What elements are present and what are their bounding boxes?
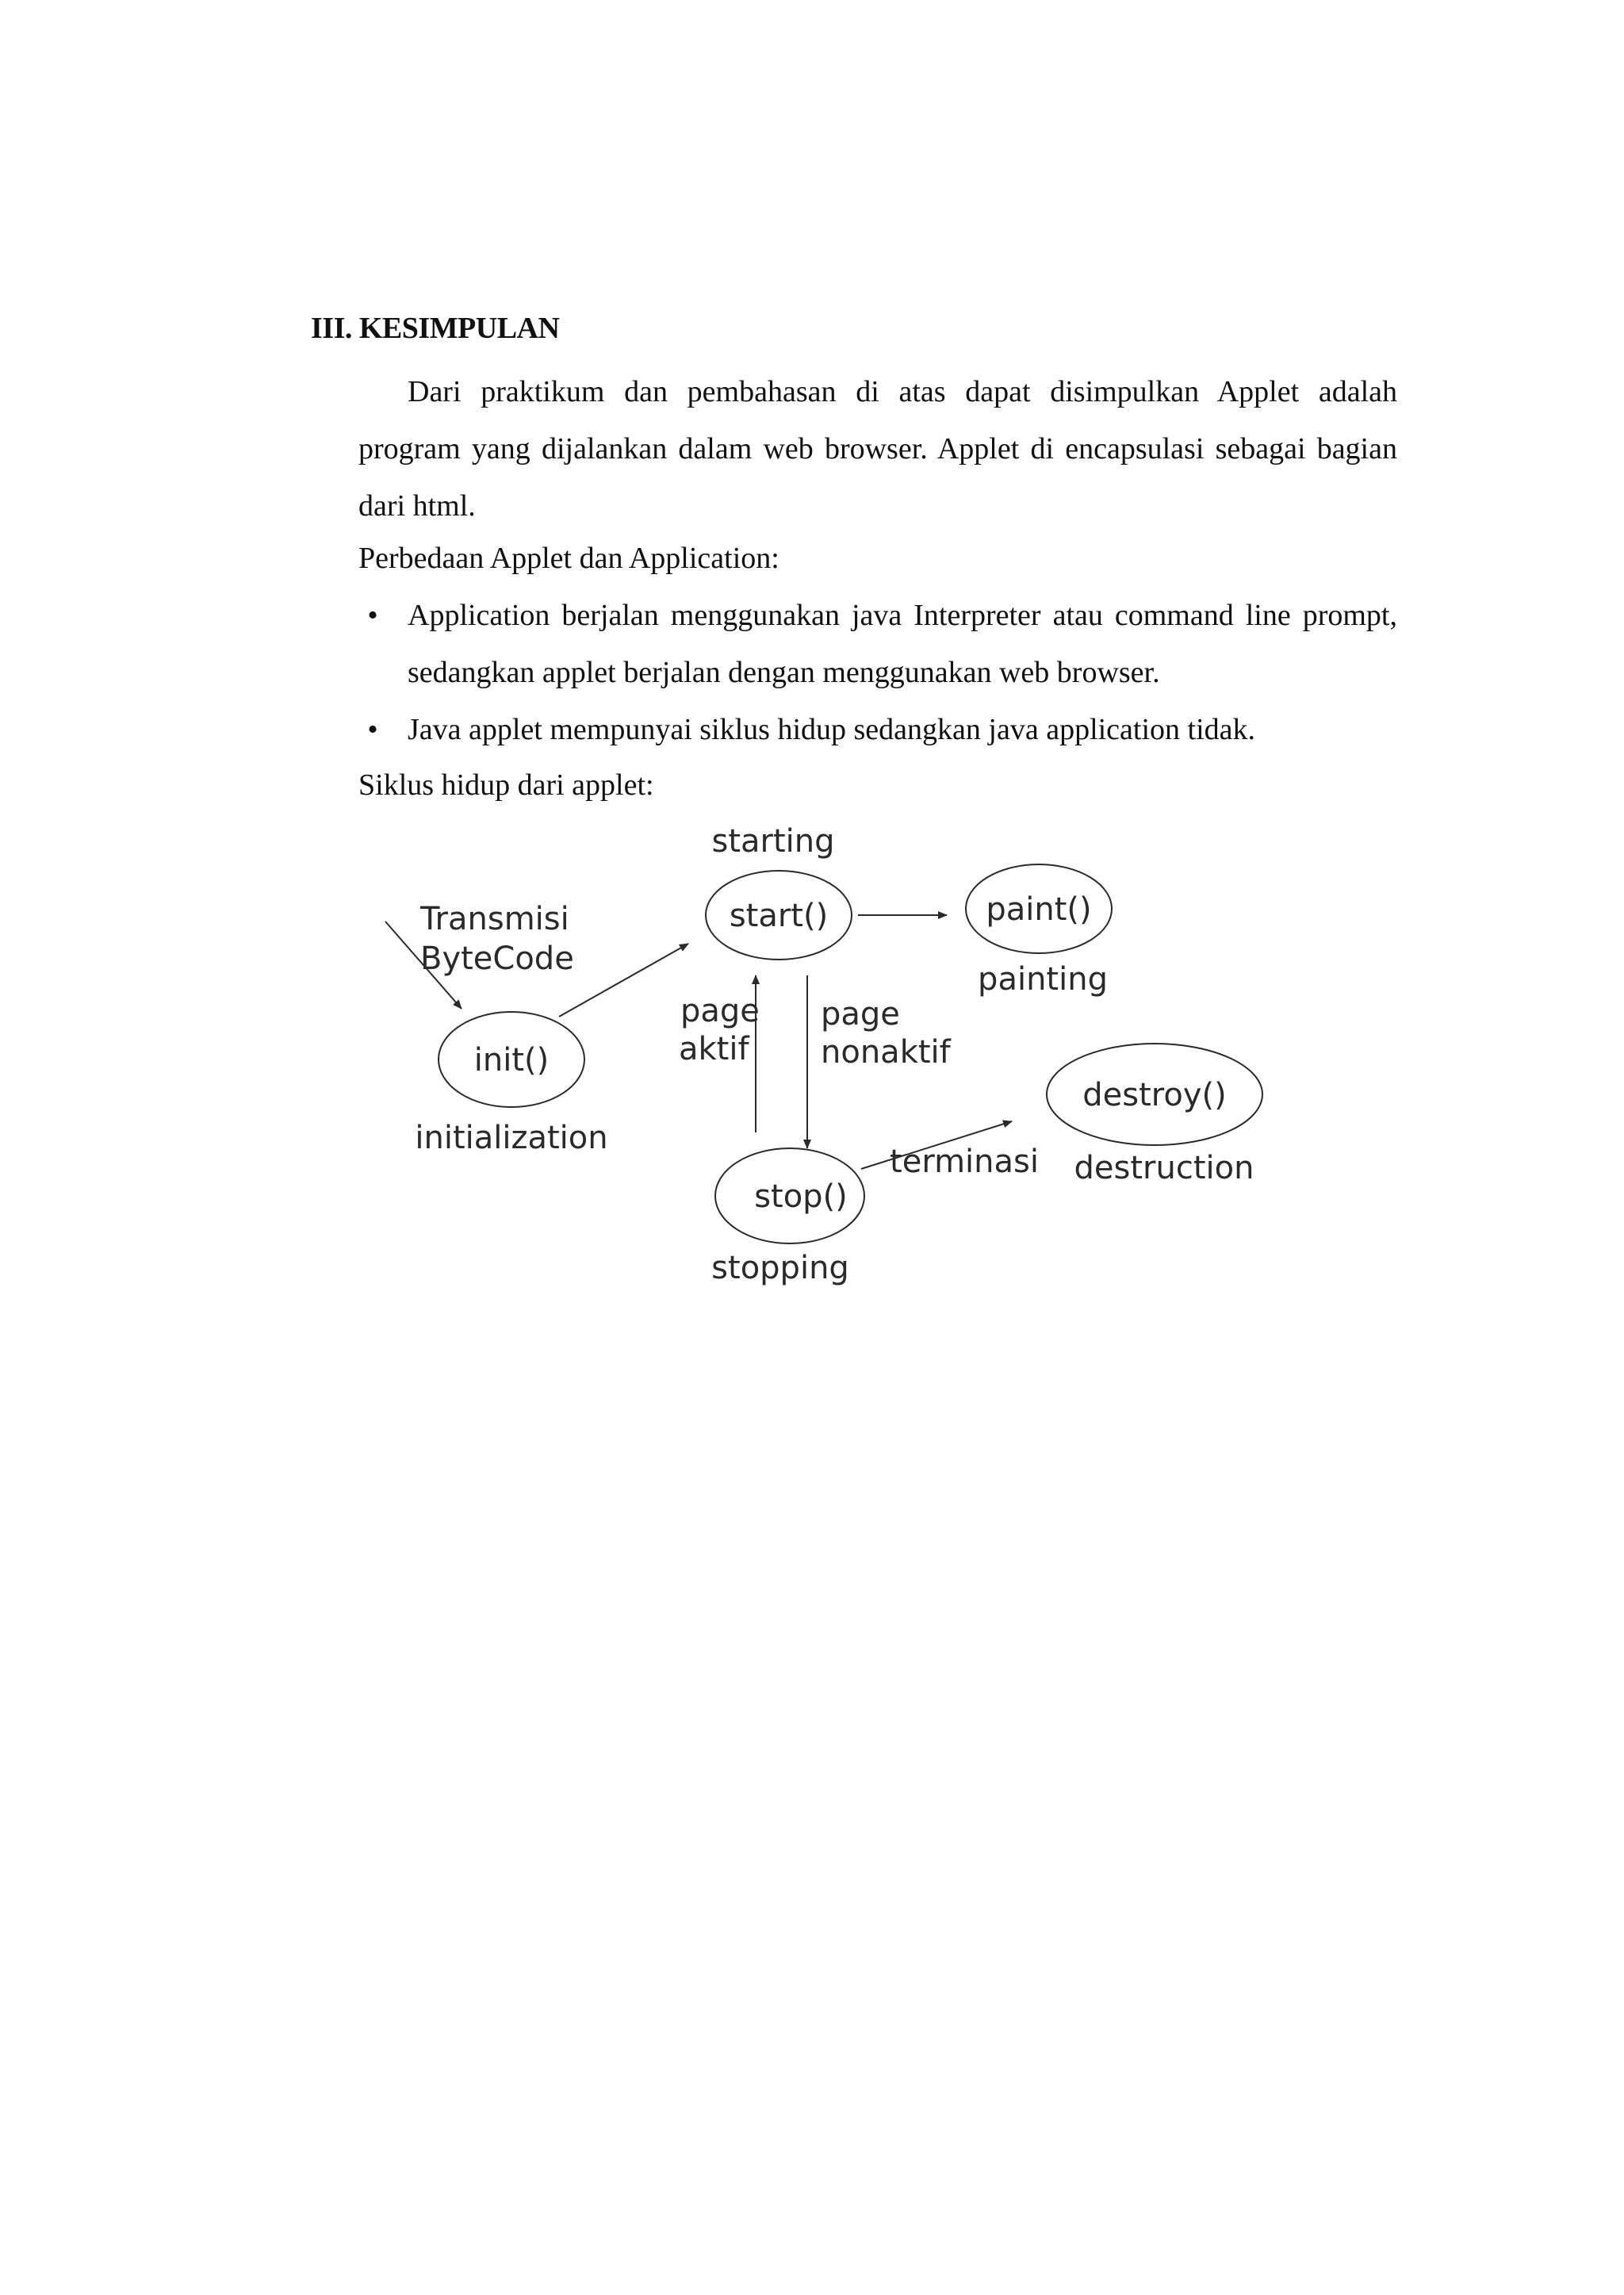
list-item-text: Application berjalan menggunakan java Interpreter atau command line prompt, sedangkan applet berjalan dengan menggunakan web browser. <box>408 599 1397 689</box>
paint-label: painting <box>978 961 1108 998</box>
transmisi-label-line1: Transmisi <box>420 901 569 937</box>
start-method: start() <box>729 898 829 934</box>
list-item <box>358 587 1397 701</box>
stop-label: stopping <box>711 1250 849 1286</box>
page-nonaktif-label-line2: nonaktif <box>821 1034 951 1071</box>
bullet-icon: • <box>367 599 378 632</box>
comparison-list <box>358 587 1397 758</box>
bullet-icon: • <box>367 713 378 746</box>
section-heading: III. KESIMPULAN <box>311 312 560 345</box>
page-aktif-label-line2: aktif <box>679 1031 749 1067</box>
init-to-start-arrow <box>559 944 688 1017</box>
init-method: init() <box>473 1042 550 1079</box>
lifecycle-intro: Siklus hidup dari applet: <box>358 768 654 802</box>
destroy-label: destruction <box>1074 1150 1254 1186</box>
transmisi-label-line2: ByteCode <box>420 941 574 977</box>
applet-lifecycle-diagram <box>373 817 1269 1308</box>
page-nonaktif-label-line1: page <box>821 996 900 1033</box>
conclusion-paragraph: Dari praktikum dan pembahasan di atas dapat disimpulkan Applet adalah program yang dijalankan dalam web browser. Applet di encapsulasi sebagai bagian dari html. <box>358 375 1397 523</box>
paint-method: paint() <box>986 891 1092 928</box>
list-item-text: Java applet mempunyai siklus hidup sedangkan java application tidak. <box>408 713 1256 746</box>
init-label: initialization <box>415 1120 608 1156</box>
page-aktif-label-line1: page <box>680 993 760 1029</box>
terminasi-label: terminasi <box>890 1144 1039 1180</box>
start-label: starting <box>711 823 835 860</box>
destroy-method: destroy() <box>1082 1077 1227 1113</box>
stop-method: stop() <box>754 1178 848 1215</box>
list-item <box>358 701 1397 758</box>
comparison-intro: Perbedaan Applet dan Application: <box>358 542 779 575</box>
